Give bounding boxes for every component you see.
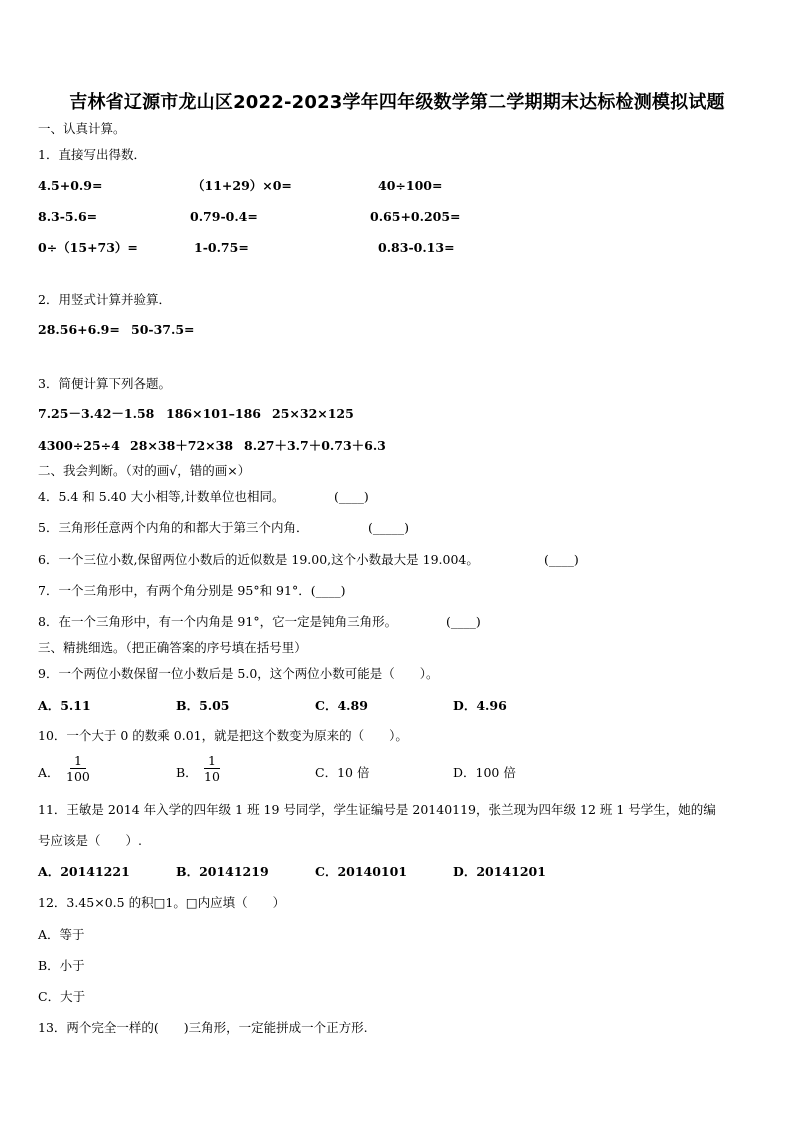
q3-item: 8.27＋3.7＋0.73＋6.3 [244,438,386,453]
answer-blank[interactable]: (_____) [368,520,410,535]
section-2-heading: 二、我会判断。（对的画√，错的画×） [38,463,251,478]
answer-blank[interactable]: (____) [334,489,369,504]
q3-item: 25×32×125 [272,406,354,421]
judge-item-8 [38,614,481,630]
q3-item: 4300÷25÷4 [38,438,120,453]
option-a-label[interactable]: A． [38,765,60,780]
option-b-fraction[interactable] [200,753,224,784]
section-3-heading: 三、精挑细选。（把正确答案的序号填在括号里） [38,640,307,655]
q3-item: 7.25－3.42－1.58 [38,406,155,421]
option-b-label[interactable]: B． [176,765,198,780]
option-a[interactable]: A．等于 [38,927,85,942]
question-11-stem: 11．王敏是 2014 年入学的四年级 1 班 19 号同学，学生证编号是 20140119，张兰现为四年级 12 班 1 号学生，她的编 [38,802,716,817]
answer-blank[interactable]: (____) [446,614,481,629]
answer-blank[interactable]: (____) [544,552,579,567]
q1-item: 8.3-5.6= [38,209,98,224]
fraction-denominator: 100 [66,769,90,784]
q3-item: 28×38＋72×38 [130,438,234,453]
question-9-stem: 9．一个两位小数保留一位小数后是 5.0，这个两位小数可能是（ ）。 [38,666,439,681]
q1-item: 0÷（15+73）= [38,240,138,255]
fraction-numerator: 1 [204,753,220,769]
option-d[interactable]: D．20141201 [453,864,546,879]
question-2-stem: 2．用竖式计算并验算． [38,292,171,307]
q1-item: 0.79-0.4= [190,209,258,224]
question-1-stem: 1．直接写出得数． [38,147,146,162]
q1-item: 0.65+0.205= [370,209,461,224]
option-c[interactable]: C．20140101 [315,864,408,879]
option-c[interactable]: C．大于 [38,989,86,1004]
fraction-numerator: 1 [70,753,86,769]
q1-item: （11+29）×0= [192,178,292,193]
q1-item: 0.83-0.13= [378,240,455,255]
judge-item-text: 7．一个三角形中，有两个角分别是 95°和 91°． [38,583,311,598]
option-a[interactable]: A．5.11 [38,698,91,713]
judge-item-text: 4．5.4 和 5.40 大小相等,计数单位也相同。 [38,489,285,504]
page-title: 吉林省辽源市龙山区2022-2023学年四年级数学第二学期期末达标检测模拟试题 [69,92,725,113]
question-12-stem: 12．3.45×0.5 的积□1。□内应填（ ） [38,895,286,910]
option-d[interactable]: D．100 倍 [453,765,516,780]
answer-blank[interactable]: (____) [310,583,346,598]
judge-item-5 [38,520,410,536]
q1-item: 4.5+0.9= [38,178,103,193]
option-b[interactable]: B．5.05 [176,698,230,713]
question-10-stem: 10．一个大于 0 的数乘 0.01，就是把这个数变为原来的（ ）。 [38,728,408,743]
option-c[interactable]: C．10 倍 [315,765,370,780]
q1-item: 40÷100= [378,178,443,193]
judge-item-4 [38,489,369,505]
option-b[interactable]: B．20141219 [176,864,269,879]
option-c[interactable]: C．4.89 [315,698,368,713]
q2-item: 50-37.5= [131,322,195,337]
judge-item-text: 6．一个三位小数,保留两位小数后的近似数是 19.00,这个小数最大是 19.004。 [38,552,479,567]
option-a[interactable]: A．20141221 [38,864,130,879]
judge-item-7 [38,583,345,599]
judge-item-6 [38,552,579,568]
option-d[interactable]: D．4.96 [453,698,507,713]
judge-item-text: 8．在一个三角形中，有一个内角是 91°，它一定是钝角三角形。 [38,614,398,629]
q2-item: 28.56+6.9= [38,322,120,337]
judge-item-text: 5．三角形任意两个内角的和都大于第三个内角． [38,520,309,535]
fraction-denominator: 10 [204,769,220,784]
option-a-fraction[interactable] [62,753,94,784]
option-b[interactable]: B．小于 [38,958,85,973]
section-1-heading: 一、认真计算。 [38,121,126,136]
q3-item: 186×101–186 [166,406,262,421]
q1-item: 1-0.75= [194,240,249,255]
question-13-stem: 13．两个完全一样的( )三角形，一定能拼成一个正方形. [38,1020,368,1035]
question-11-stem-cont: 号应该是（ ）. [38,833,142,848]
question-3-stem: 3．简便计算下列各题。 [38,376,171,391]
